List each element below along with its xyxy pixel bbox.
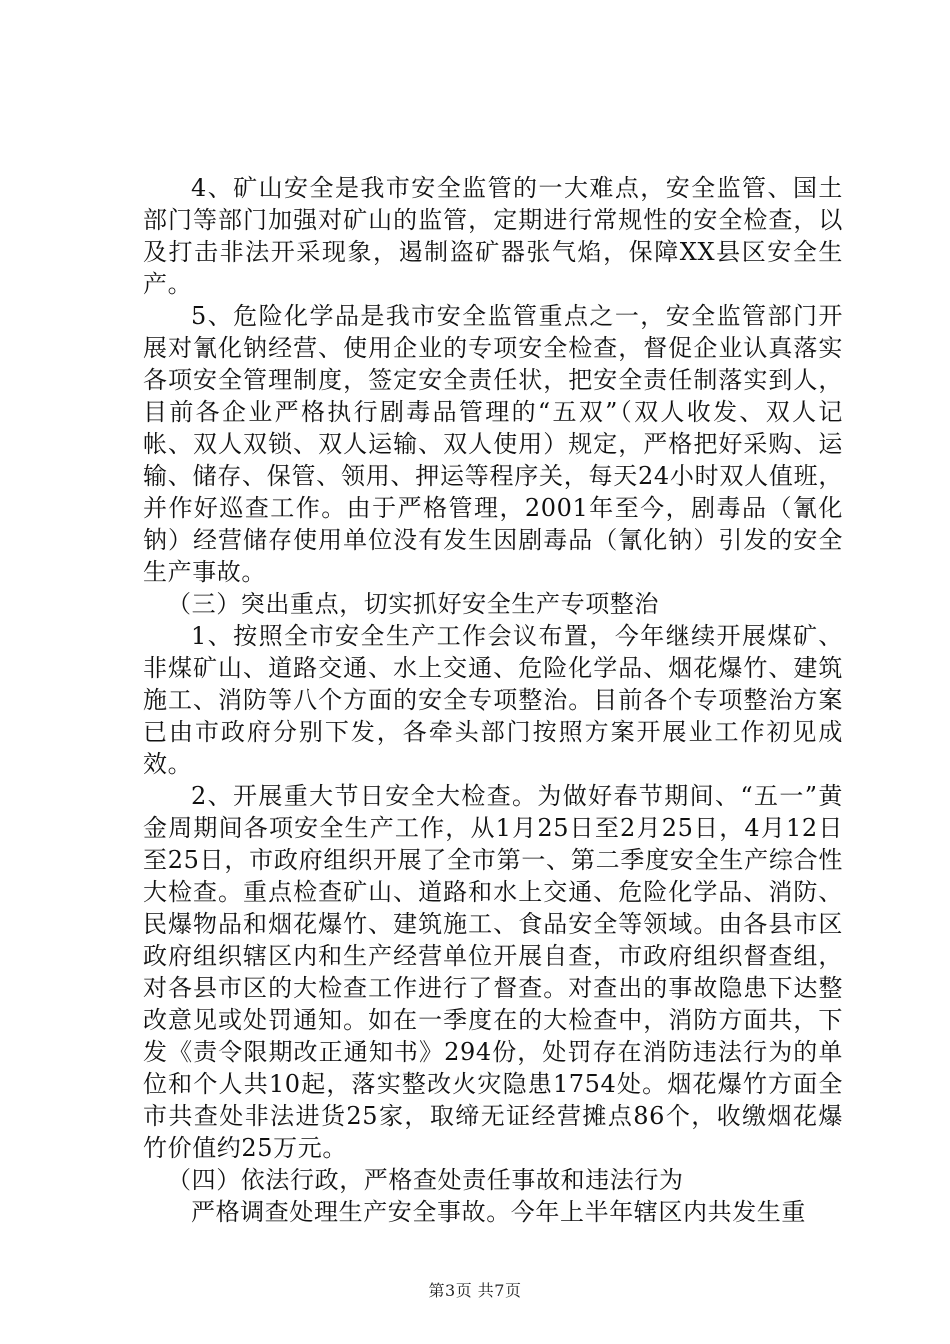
paragraph-holiday-inspection: 2、开展重大节日安全大检查。为做好春节期间、“五一”黄金周期间各项安全生产工作，从1月25日至2月25日，4月12日至25日，市政府组织开展了全市第一、第二季度安全生产综合性大检查。重点检查矿山、道路和水上交通、危险化学品、消防、民爆物品和烟花爆竹、建筑施工、食品安全等领域。由各县市区政府组织辖区内和生产经营单位开展自查，市政府组织督查组，对各县市区的大检查工作进行了督查。对查出的事故隐患下达整改意见或处罚通知。如在一季度在的大检查中，消防方面共，下发《责令限期改正通知书》294份，处罚存在消防违法行为的单位和个人共10起，落实整改火灾隐患1754处。烟花爆竹方面全市共查处非法进货25家，取缔无证经营摊点86个，收缴烟花爆竹价值约25万元。 xyxy=(143,782,843,1162)
paragraph-mining-safety: 4、矿山安全是我市安全监管的一大难点，安全监管、国土部门等部门加强对矿山的监管，定期进行常规性的安全检查，以及打击非法开采现象，遏制盗矿器张气焰，保障XX县区安全生产。 xyxy=(143,174,843,298)
section-heading-3: （三）突出重点，切实抓好安全生产专项整治 xyxy=(167,590,659,618)
paragraph-special-rectification: 1、按照全市安全生产工作会议布置，今年继续开展煤矿、非煤矿山、道路交通、水上交通、危险化学品、烟花爆竹、建筑施工、消防等八个方面的安全专项整治。目前各个专项整治方案已由市政府分别下发，各牵头部门按照方案开展业工作初见成效。 xyxy=(143,622,843,778)
page-number-footer: 第3页 共7页 xyxy=(428,1281,522,1300)
section-heading-4: （四）依法行政，严格查处责任事故和违法行为 xyxy=(167,1166,684,1194)
paragraph-hazardous-chemicals: 5、危险化学品是我市安全监管重点之一，安全监管部门开展对氰化钠经营、使用企业的专项安全检查，督促企业认真落实各项安全管理制度，签定安全责任状，把安全责任制落实到人，目前各企业严格执行剧毒品管理的“五双”（双人收发、双人记帐、双人双锁、双人运输、双人使用）规定，严格把好采购、运输、储存、保管、领用、押运等程序关，每天24小时双人值班，并作好巡查工作。由于严格管理，2001年至今，剧毒品（氰化钠）经营储存使用单位没有发生因剧毒品（氰化钠）引发的安全生产事故。 xyxy=(143,302,843,586)
document-body xyxy=(143,172,843,1228)
paragraph-accident-investigation: 严格调查处理生产安全事故。今年上半年辖区内共发生重 xyxy=(191,1198,806,1226)
